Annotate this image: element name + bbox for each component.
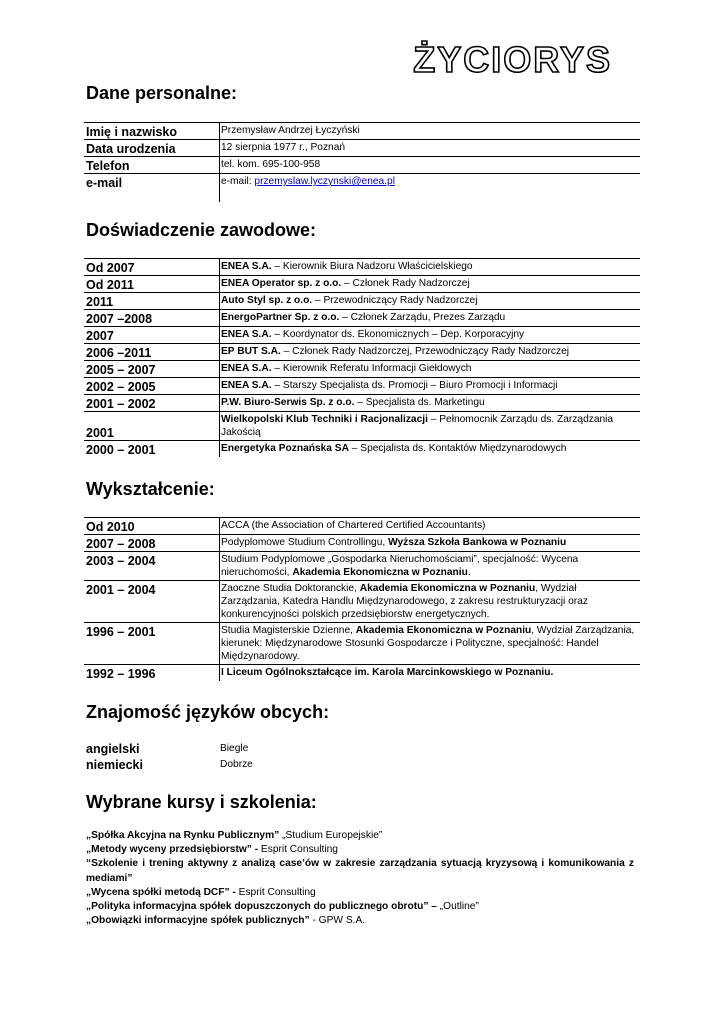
- language-row: [84, 756, 640, 772]
- experience-period: 2000 – 2001: [86, 443, 156, 457]
- experience-role: – Pełnomocnik Zarządu ds. Zarządzania Jakością: [221, 414, 614, 438]
- section-languages-heading: Znajomość języków obcych:: [86, 702, 330, 722]
- education-table: [84, 517, 640, 681]
- course-title: „Obowiązki informacyjne spółek publicznych”: [86, 915, 310, 927]
- course-title: „Metody wyceny przedsiębiorstw” -: [86, 844, 259, 856]
- education-period: 2007 – 2008: [86, 537, 156, 551]
- experience-role: – Koordynator ds. Ekonomicznych – Dep. Korporacyjny: [271, 329, 525, 340]
- experience-org: ENEA S.A.: [221, 329, 272, 340]
- experience-role: – Kierownik Referatu Informacji Giełdowych: [271, 363, 472, 374]
- education-text: Studium Podyplomowe „Gospodarka Nieruchomościami”, specjalność: Wycena nieruchomości,: [221, 554, 579, 578]
- education-row: [84, 665, 640, 682]
- courses-list: [86, 829, 634, 928]
- experience-description: [220, 327, 641, 344]
- education-row: [84, 581, 640, 623]
- experience-period: 2002 – 2005: [86, 380, 156, 394]
- personal-row: [84, 157, 640, 174]
- experience-period: Od 2011: [86, 278, 134, 292]
- experience-period: 2011: [86, 295, 114, 309]
- education-text: Podyplomowe Studium Controllingu,: [221, 537, 389, 548]
- experience-role: – Starszy Specjalista ds. Promocji – Biuro Promocji i Informacji: [271, 380, 558, 391]
- course-title: „Polityka informacyjna spółek dopuszczonych do publicznego obrotu” –: [86, 901, 437, 913]
- experience-row: [84, 327, 640, 344]
- language-row: [84, 740, 640, 756]
- language-name: angielski: [86, 742, 140, 756]
- education-school: Wyższa Szkoła Bankowa w Poznaniu: [388, 537, 567, 548]
- experience-row: [84, 310, 640, 327]
- experience-role: – Członek Zarządu, Prezes Zarządu: [339, 312, 506, 323]
- experience-description: [220, 395, 641, 412]
- education-text: , Wydział Zarządzania, Katedra Handlu Międzynarodowego, z zakresu restrukturyzacji oraz konkurencyjności polskich przedsiębiorstw energetycznych.: [221, 583, 588, 620]
- email-prefix: e-mail:: [221, 176, 255, 187]
- education-description: [220, 552, 641, 581]
- personal-value: Przemysław Andrzej Łyczyński: [220, 123, 641, 140]
- course-item: [86, 900, 634, 914]
- education-school: I Liceum Ogólnokształcące im. Karola Marcinkowskiego w Poznaniu.: [221, 667, 554, 678]
- personal-label: Imię i nazwisko: [86, 125, 178, 139]
- experience-org: P.W. Biuro-Serwis Sp. z o.o.: [221, 397, 355, 408]
- experience-period: 2007 –2008: [86, 312, 153, 326]
- education-text: Zaoczne Studia Doktoranckie,: [221, 583, 360, 594]
- education-text: .: [467, 567, 471, 578]
- experience-org: Wielkopolski Klub Techniki i Racjonalizacji: [221, 414, 428, 425]
- experience-row: [84, 441, 640, 458]
- course-provider: „Studium Europejskie”: [279, 830, 383, 841]
- email-link[interactable]: przemyslaw.lyczynski@enea.pl: [254, 176, 395, 187]
- education-row: [84, 623, 640, 665]
- experience-org: ENEA S.A.: [221, 261, 272, 272]
- personal-table: [84, 122, 640, 202]
- experience-org: ENEA Operator sp. z o.o.: [221, 278, 342, 289]
- personal-value: [220, 174, 641, 203]
- course-provider: - GPW S.A.: [309, 915, 366, 927]
- experience-period: Od 2007: [86, 261, 135, 275]
- personal-label: e-mail: [86, 176, 123, 190]
- experience-row: [84, 395, 640, 412]
- experience-description: [220, 310, 641, 327]
- course-title: “Szkolenie i trening aktywny z analizą case’ów w zakresie zarządzania sytuacją kryzysową i komunikowania z mediami”: [86, 858, 634, 884]
- education-school: Akademia Ekonomiczna w Poznaniu: [292, 567, 468, 578]
- course-item: [86, 857, 634, 885]
- education-row: [84, 552, 640, 581]
- section-personal-heading: Dane personalne:: [86, 83, 238, 103]
- education-row: [84, 535, 640, 552]
- course-item: [86, 886, 634, 900]
- document-title: ŻYCIORYS: [413, 39, 612, 80]
- personal-row: [84, 140, 640, 157]
- personal-value: tel. kom. 695-100-958: [220, 157, 641, 174]
- course-provider: „Outline”: [436, 901, 479, 913]
- experience-table: [84, 258, 640, 457]
- experience-row: [84, 276, 640, 293]
- personal-label: Data urodzenia: [86, 142, 176, 156]
- experience-period: 2001: [86, 426, 114, 440]
- education-description: [220, 623, 641, 665]
- personal-value: 12 sierpnia 1977 r., Poznań: [220, 140, 641, 157]
- experience-role: – Członek Rady Nadzorczej: [341, 278, 470, 289]
- course-provider: Esprit Consulting: [258, 844, 338, 856]
- experience-period: 2005 – 2007: [86, 363, 156, 377]
- education-description: [220, 518, 641, 535]
- experience-role: – Specjalista ds. Marketingu: [354, 397, 485, 408]
- experience-role: – Przewodniczący Rady Nadzorczej: [312, 295, 478, 306]
- education-description: [220, 535, 641, 552]
- education-description: [220, 665, 641, 682]
- language-level: Biegle: [220, 743, 249, 754]
- section-courses-heading: Wybrane kursy i szkolenia:: [86, 792, 317, 812]
- experience-description: [220, 293, 641, 310]
- education-period: 2001 – 2004: [86, 583, 156, 597]
- section-education-heading: Wykształcenie:: [86, 479, 215, 499]
- experience-description: [220, 259, 641, 276]
- language-level: Dobrze: [220, 759, 253, 770]
- course-provider: Esprit Consulting: [235, 886, 316, 898]
- course-title: „Wycena spółki metodą DCF” -: [86, 886, 236, 898]
- education-text: , Wydział Zarządzania, kierunek: Międzynarodowe Stosunki Gospodarcze i Polityczne, specjalność: Handel Międzynarodowy.: [221, 625, 635, 662]
- education-period: Od 2010: [86, 520, 135, 534]
- section-experience-heading: Doświadczenie zawodowe:: [86, 220, 317, 240]
- languages-table: [84, 740, 640, 772]
- personal-row: [84, 174, 640, 203]
- education-period: 2003 – 2004: [86, 554, 156, 568]
- experience-row: [84, 378, 640, 395]
- course-item: [86, 829, 634, 843]
- experience-org: EP BUT S.A.: [221, 346, 281, 357]
- experience-description: [220, 361, 641, 378]
- experience-org: EnergoPartner Sp. z o.o.: [221, 312, 340, 323]
- personal-label: Telefon: [86, 159, 130, 173]
- personal-row: [84, 123, 640, 140]
- experience-description: [220, 412, 641, 441]
- experience-org: ENEA S.A.: [221, 380, 272, 391]
- course-title: „Spółka Akcyjna na Rynku Publicznym”: [86, 830, 280, 841]
- education-period: 1992 – 1996: [86, 667, 156, 681]
- education-school: Akademia Ekonomiczna w Poznaniu: [355, 625, 532, 636]
- experience-role: – Członek Rady Nadzorczej, Przewodniczący Rady Nadzorczej: [280, 346, 570, 357]
- experience-row: [84, 293, 640, 310]
- experience-role: – Specjalista ds. Kontaktów Międzynarodowych: [348, 443, 567, 454]
- course-item: [86, 914, 634, 928]
- education-description: [220, 581, 641, 623]
- experience-role: – Kierownik Biura Nadzoru Właścicielskiego: [271, 261, 473, 272]
- experience-description: [220, 441, 641, 458]
- experience-period: 2007: [86, 329, 114, 343]
- education-text: ACCA (the Association of Chartered Certified Accountants): [221, 520, 486, 531]
- course-item: [86, 843, 634, 857]
- education-school: Akademia Ekonomiczna w Poznaniu: [359, 583, 536, 594]
- experience-row: [84, 412, 640, 441]
- education-period: 1996 – 2001: [86, 625, 156, 639]
- experience-description: [220, 344, 641, 361]
- education-text: Studia Magisterskie Dzienne,: [221, 625, 356, 636]
- experience-row: [84, 259, 640, 276]
- experience-org: ENEA S.A.: [221, 363, 272, 374]
- experience-row: [84, 344, 640, 361]
- experience-description: [220, 276, 641, 293]
- experience-description: [220, 378, 641, 395]
- experience-org: Energetyka Poznańska SA: [221, 443, 349, 454]
- experience-row: [84, 361, 640, 378]
- education-row: [84, 518, 640, 535]
- language-name: niemiecki: [86, 758, 143, 772]
- experience-period: 2001 – 2002: [86, 397, 156, 411]
- experience-org: Auto Styl sp. z o.o.: [221, 295, 313, 306]
- experience-period: 2006 –2011: [86, 346, 152, 360]
